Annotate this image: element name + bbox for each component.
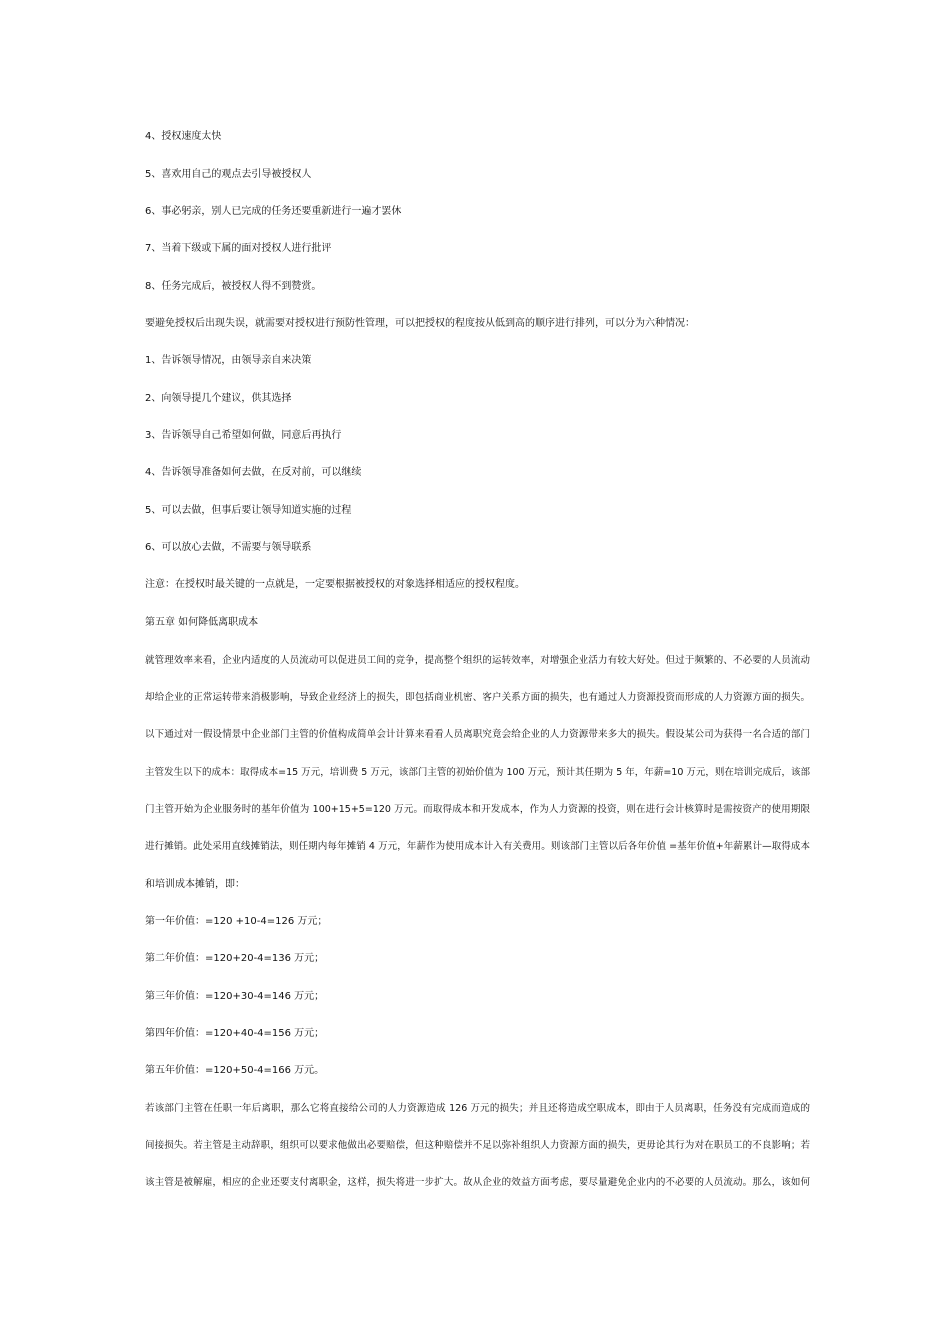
paragraph-line: 门主管开始为企业服务时的基年价值为 100+15+5=120 万元。而取得成本和开发成本，作为人力资源的投资，则在进行会计核算时是需按资产的使用期限 — [145, 804, 810, 815]
paragraph-line: 进行摊销。此处采用直线摊销法，则任期内每年摊销 4 万元，年薪作为使用成本计入有关费用。则该部门主管以后各年价值 =基年价值+年薪累计—取得成本 — [145, 841, 810, 852]
paragraph-line: 间接损失。若主管是主动辞职，组织可以要求他做出必要赔偿，但这种赔偿并不足以弥补组织人力资源方面的损失，更毋论其行为对在职员工的不良影响；若 — [145, 1140, 810, 1151]
list-item: 4、授权速度太快 — [145, 131, 222, 142]
paragraph-line: 要避免授权后出现失误，就需要对授权进行预防性管理，可以把授权的程度按从低到高的顺序进行排列，可以分为六种情况： — [145, 318, 695, 329]
formula-line: 第一年价值：=120 +10-4=126 万元； — [145, 916, 328, 927]
chapter-heading: 第五章 如何降低离职成本 — [145, 617, 259, 628]
list-item: 6、事必躬亲，别人已完成的任务还要重新进行一遍才罢休 — [145, 206, 402, 217]
list-item: 8、任务完成后，被授权人得不到赞赏。 — [145, 281, 322, 292]
list-item: 1、告诉领导情况，由领导亲自来决策 — [145, 355, 312, 366]
list-item: 3、告诉领导自己希望如何做，同意后再执行 — [145, 430, 342, 441]
list-item: 5、可以去做，但事后要让领导知道实施的过程 — [145, 505, 352, 516]
paragraph-line: 就管理效率来看，企业内适度的人员流动可以促进员工间的竞争，提高整个组织的运转效率，对增强企业活力有较大好处。但过于频繁的、不必要的人员流动 — [145, 655, 810, 666]
paragraph-line: 以下通过对一假设情景中企业部门主管的价值构成简单会计计算来看看人员离职究竟会给企业的人力资源带来多大的损失。假设某公司为获得一名合适的部门 — [145, 729, 810, 740]
formula-line: 第三年价值：=120+30-4=146 万元； — [145, 991, 325, 1002]
formula-line: 第四年价值：=120+40-4=156 万元； — [145, 1028, 325, 1039]
list-item: 4、告诉领导准备如何去做，在反对前，可以继续 — [145, 467, 362, 478]
list-item: 6、可以放心去做，不需要与领导联系 — [145, 542, 312, 553]
paragraph-line: 和培训成本摊销，即： — [145, 879, 245, 890]
paragraph-line: 该主管是被解雇，相应的企业还要支付离职金，这样，损失将进一步扩大。故从企业的效益方面考虑，要尽量避免企业内的不必要的人员流动。那么，该如何 — [145, 1177, 810, 1188]
list-item: 2、向领导提几个建议，供其选择 — [145, 393, 292, 404]
formula-line: 第五年价值：=120+50-4=166 万元。 — [145, 1065, 325, 1076]
list-item: 7、当着下级或下属的面对授权人进行批评 — [145, 243, 332, 254]
paragraph-line: 主管发生以下的成本：取得成本=15 万元，培训费 5 万元，该部门主管的初始价值为 100 万元，预计其任期为 5 年，年薪=10 万元，则在培训完成后，该部 — [145, 767, 810, 778]
formula-line: 第二年价值：=120+20-4=136 万元； — [145, 953, 325, 964]
paragraph-line: 却给企业的正常运转带来消极影响，导致企业经济上的损失，即包括商业机密、客户关系方面的损失，也有通过人力资源投资而形成的人力资源方面的损失。 — [145, 692, 810, 703]
note-line: 注意：在授权时最关键的一点就是，一定要根据被授权的对象选择相适应的授权程度。 — [145, 579, 525, 590]
paragraph-line: 若该部门主管在任职一年后离职，那么它将直接给公司的人力资源造成 126 万元的损失；并且还将造成空职成本，即由于人员离职，任务没有完成而造成的 — [145, 1103, 810, 1114]
list-item: 5、喜欢用自己的观点去引导被授权人 — [145, 169, 312, 180]
